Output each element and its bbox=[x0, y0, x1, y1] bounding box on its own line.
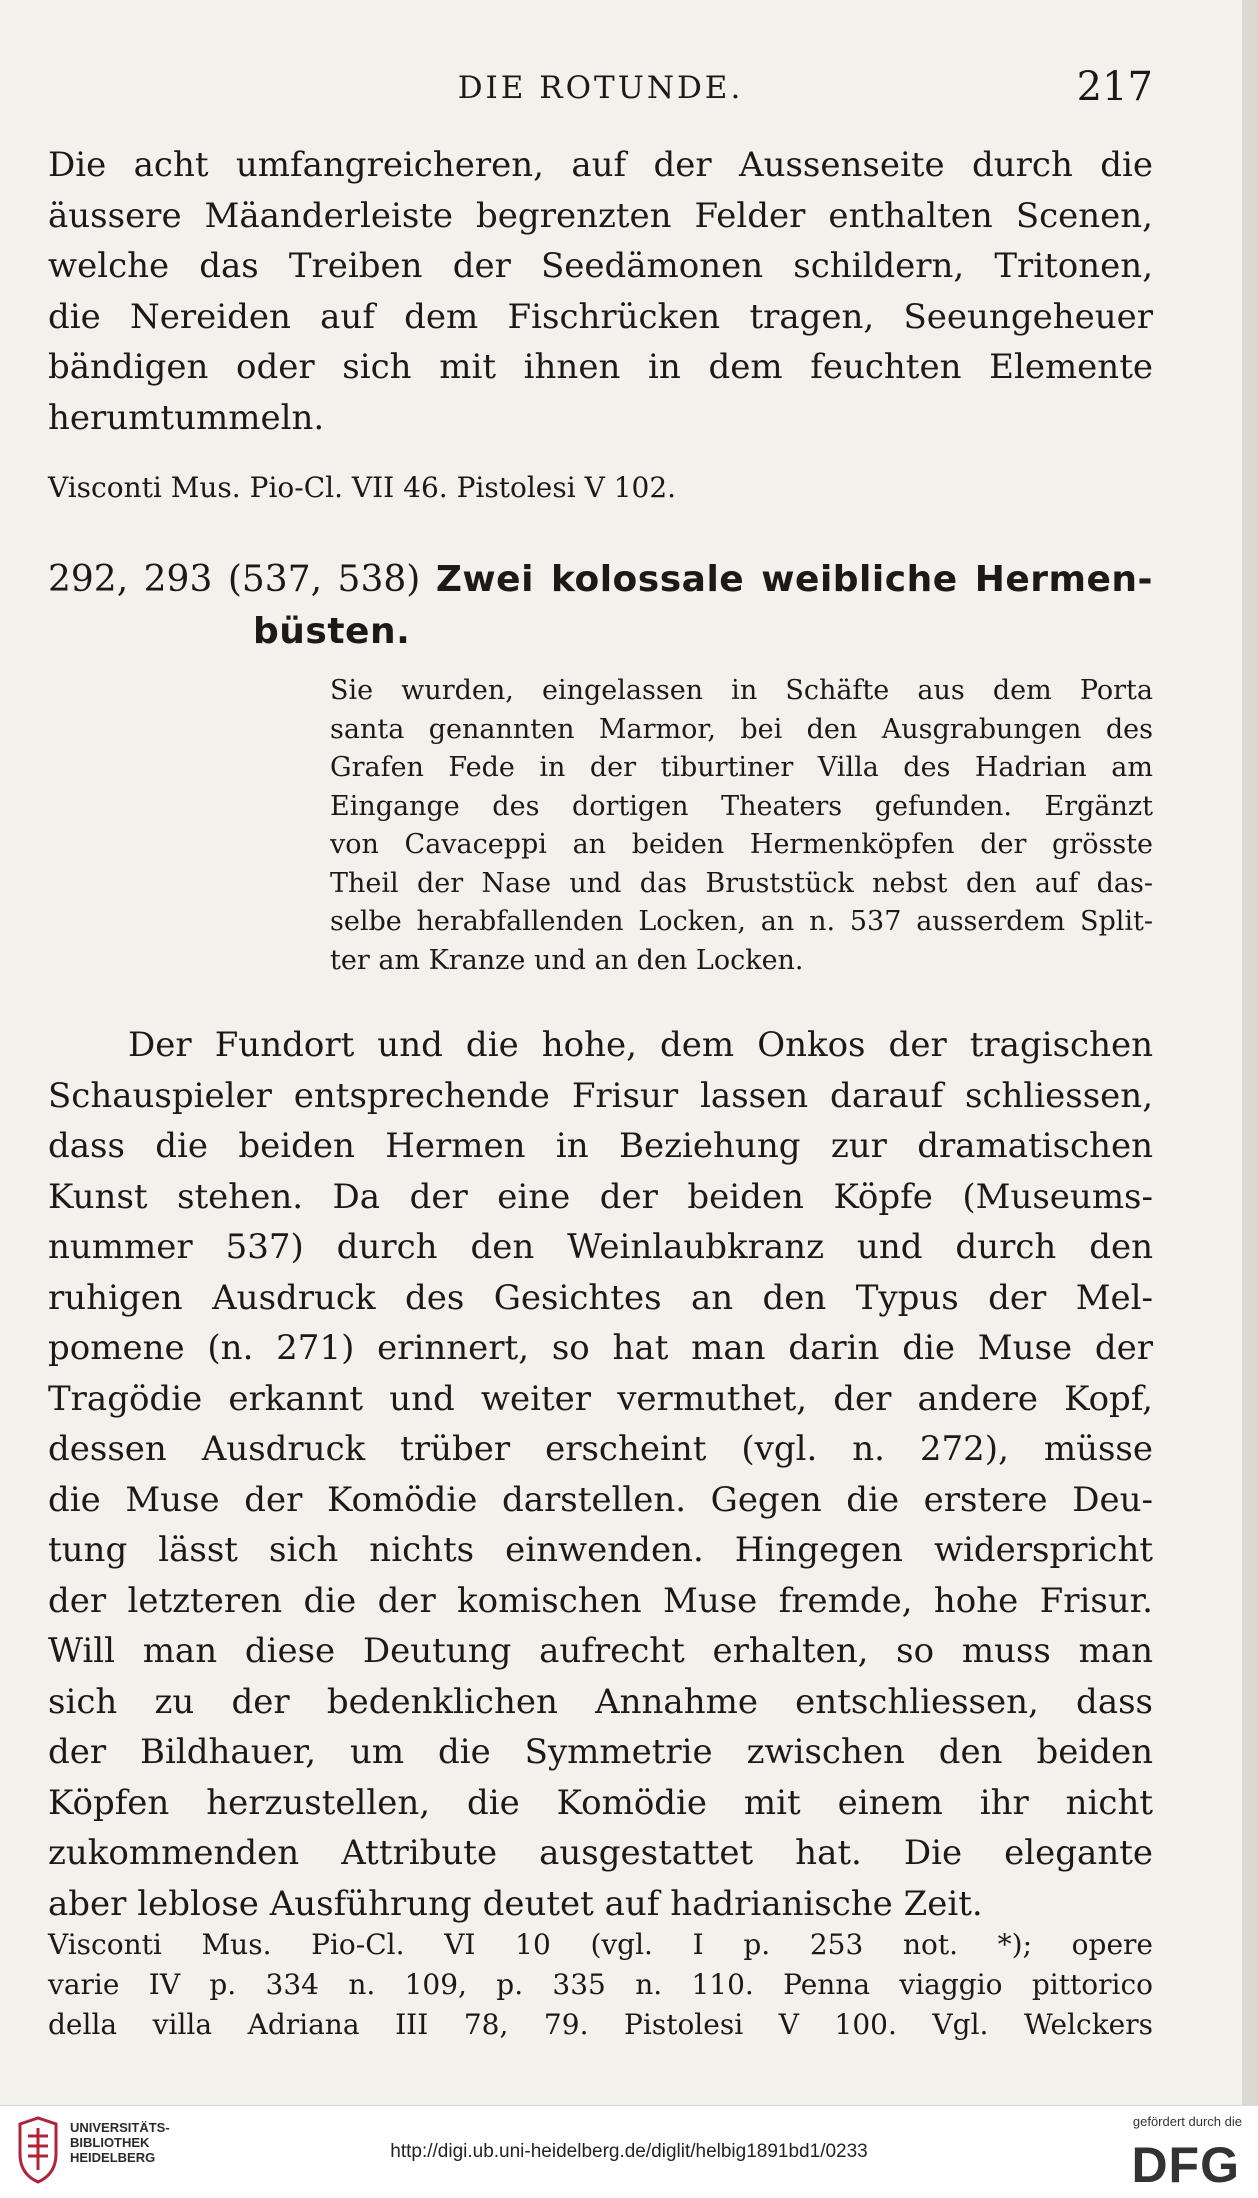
text-line: Der Fundort und die hohe, dem Onkos der tragischen bbox=[128, 1025, 1153, 1065]
paragraph-2 bbox=[48, 1020, 1153, 1929]
text-line: varie IV p. 334 n. 109, p. 335 n. 110. Penna viaggio pittorico bbox=[48, 1968, 1153, 2001]
dfg-logo[interactable]: DFG bbox=[1131, 2137, 1240, 2193]
text-line: die Muse der Komödie darstellen. Gegen die erstere Deu- bbox=[48, 1479, 1153, 1520]
text-line: äussere Mäanderleiste begrenzten Felder enthalten Scenen, bbox=[48, 195, 1153, 236]
page-number: 217 bbox=[1076, 64, 1153, 110]
text-line: ter am Kranze und an den Locken. bbox=[330, 944, 804, 976]
permalink-url[interactable]: http://digi.ub.uni-heidelberg.de/diglit/helbig1891bd1/0233 bbox=[390, 2141, 868, 2162]
sponsor-note: gefördert durch die bbox=[1132, 2114, 1242, 2129]
text-line: Tragödie erkannt und weiter vermuthet, der andere Kopf, bbox=[48, 1378, 1153, 1419]
text-line: santa genannten Marmor, bei den Ausgrabungen des bbox=[330, 713, 1153, 745]
entry-heading bbox=[48, 554, 1153, 658]
running-title: DIE ROTUNDE. bbox=[457, 70, 744, 106]
scan-edge bbox=[1242, 0, 1258, 2105]
text-line: Will man diese Deutung aufrecht erhalten, so muss man bbox=[48, 1631, 1153, 1671]
text-line: tung lässt sich nichts einwenden. Hingegen widerspricht bbox=[48, 1530, 1153, 1570]
text-line: Schauspieler entsprechende Frisur lassen darauf schliessen, bbox=[48, 1075, 1153, 1116]
text-line: sich zu der bedenklichen Annahme entschliessen, dass bbox=[48, 1681, 1153, 1722]
text-line: bändigen oder sich mit ihnen in dem feuchten Elemente bbox=[48, 347, 1153, 387]
text-line: von Cavaceppi an beiden Hermenköpfen der grösste bbox=[330, 829, 1153, 860]
text-line: Visconti Mus. Pio-Cl. VII 46. Pistolesi V 102. bbox=[48, 471, 677, 504]
text-line: welche das Treiben der Seedämonen schildern, Tritonen, bbox=[48, 246, 1153, 286]
text-line: nummer 537) durch den Weinlaubkranz und durch den bbox=[48, 1227, 1153, 1267]
text-line: Köpfen herzustellen, die Komödie mit einem ihr nicht bbox=[48, 1782, 1153, 1823]
text-line: ruhigen Ausdruck des Gesichtes an den Typus der Mel- bbox=[48, 1277, 1153, 1318]
viewer-footer bbox=[0, 2105, 1258, 2198]
text-line: Kunst stehen. Da der eine der beiden Köpfe (Museums- bbox=[48, 1176, 1153, 1217]
text-line: zukommenden Attribute ausgestattet hat. Die elegante bbox=[48, 1833, 1153, 1873]
text-line: Die acht umfangreicheren, auf der Aussenseite durch die bbox=[48, 145, 1153, 185]
text-line: Visconti Mus. Pio-Cl. VI 10 (vgl. I p. 253 not. *); opere bbox=[48, 1928, 1153, 1961]
text-line: selbe herabfallenden Locken, an n. 537 ausserdem Split- bbox=[330, 906, 1153, 937]
entry-numbers: 292, 293 (537, 538) bbox=[48, 559, 421, 600]
text-line: dass die beiden Hermen in Beziehung zur dramatischen bbox=[48, 1126, 1153, 1166]
reference-2 bbox=[48, 1925, 1153, 2045]
library-name: UNIVERSITÄTS- BIBLIOTHEK HEIDELBERG bbox=[70, 2120, 170, 2165]
text-line: Grafen Fede in der tiburtiner Villa des Hadrian am bbox=[330, 752, 1153, 783]
text-line: della villa Adriana III 78, 79. Pistolesi V 100. Vgl. Welckers bbox=[48, 2008, 1153, 2041]
text-line: aber leblose Ausführung deutet auf hadrianische Zeit. bbox=[48, 1883, 983, 1924]
text-line: der letzteren die der komischen Muse fremde, hohe Frisur. bbox=[48, 1580, 1153, 1621]
reference-1 bbox=[48, 468, 1153, 508]
text-line: herumtummeln. bbox=[48, 397, 325, 438]
page-header bbox=[48, 62, 1153, 122]
text-line: Eingange des dortigen Theaters gefunden. Ergänzt bbox=[330, 790, 1153, 822]
entry-title-cont: büsten. bbox=[253, 611, 411, 652]
entry-title: Zwei kolossale weibliche Hermen- bbox=[435, 559, 1153, 600]
text-line: dessen Ausdruck trüber erscheint (vgl. n. 272), müsse bbox=[48, 1429, 1153, 1469]
small-print-block bbox=[330, 672, 1153, 980]
text-line: die Nereiden auf dem Fischrücken tragen, Seeungeheuer bbox=[48, 296, 1153, 337]
text-line: der Bildhauer, um die Symmetrie zwischen den beiden bbox=[48, 1732, 1153, 1772]
text-line: Sie wurden, eingelassen in Schäfte aus dem Porta bbox=[330, 675, 1153, 706]
paragraph-1 bbox=[48, 140, 1153, 443]
text-line: pomene (n. 271) erinnert, so hat man darin die Muse der bbox=[48, 1328, 1153, 1368]
text-line: Theil der Nase und das Bruststück nebst den auf das- bbox=[330, 867, 1153, 899]
